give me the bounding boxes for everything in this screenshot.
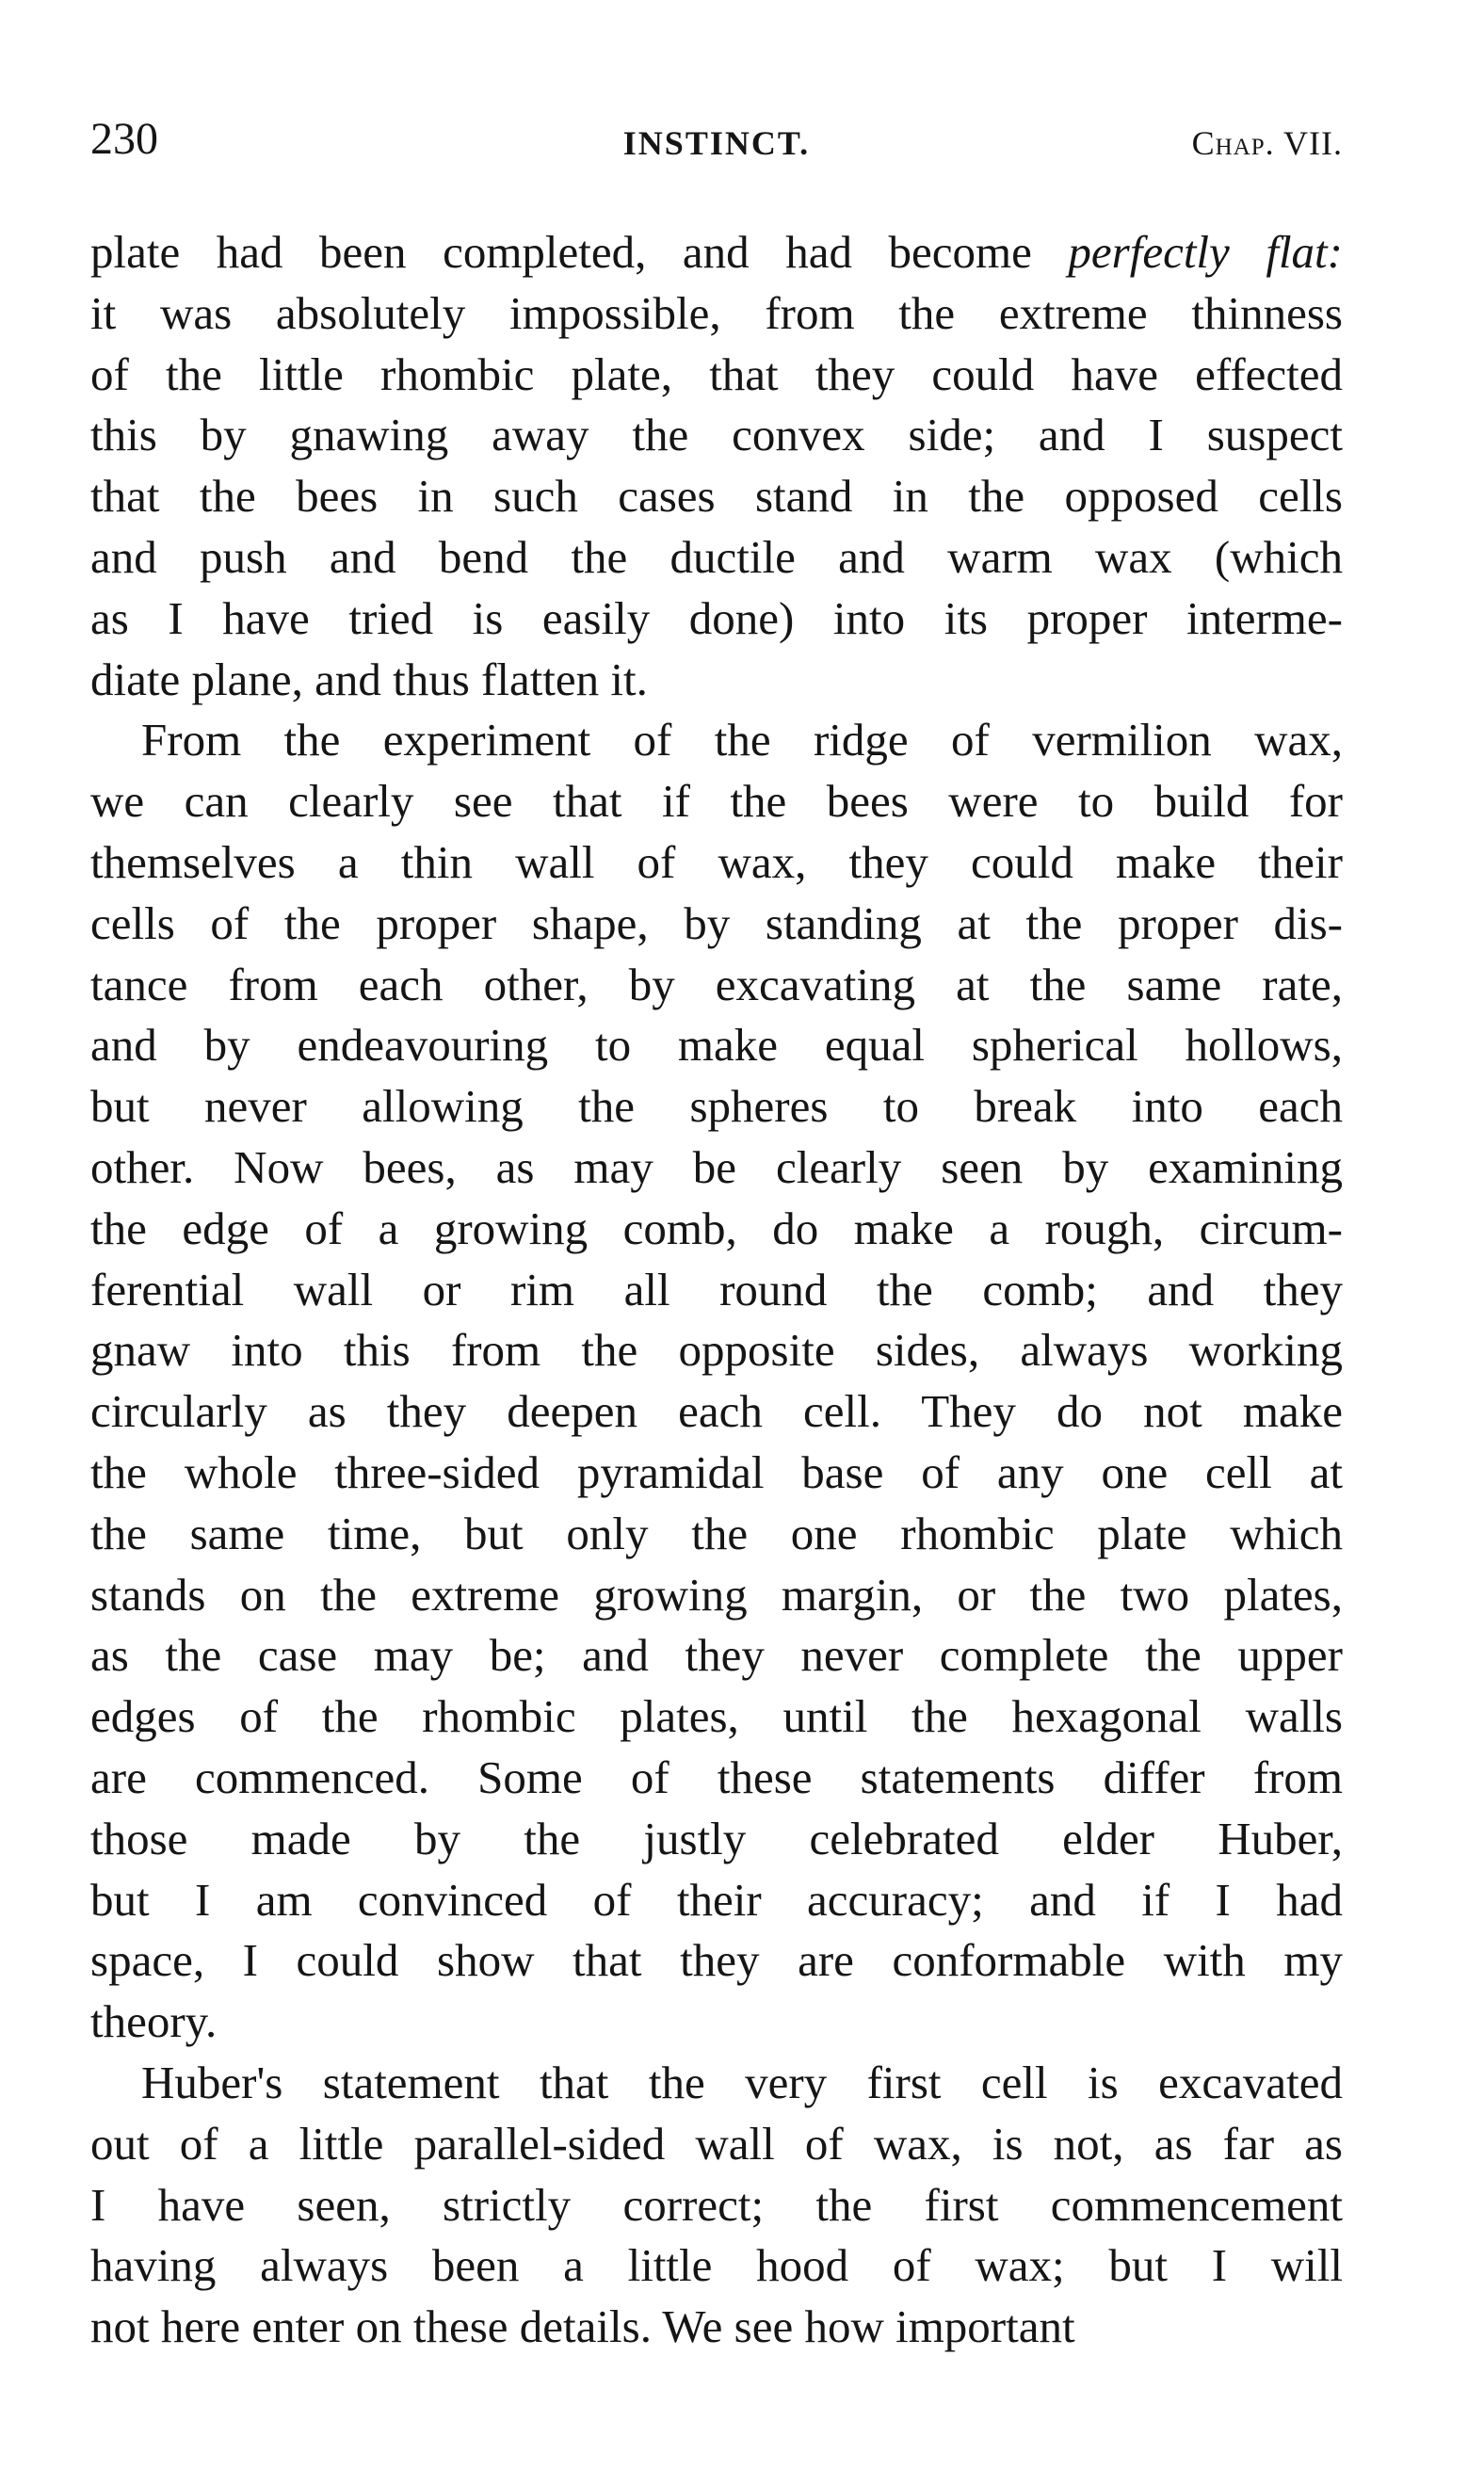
text-line: edges of the rhombic plates, until the hexagonal walls (90, 1690, 1343, 1743)
paragraph (90, 710, 1343, 2053)
text-line: diate plane, and thus flatten it. (90, 653, 648, 705)
text-line: that the bees in such cases stand in the opposed cells (90, 470, 1343, 523)
text-line: but I am convinced of their accuracy; and if I had (90, 1873, 1343, 1926)
italic-text-segment: perfectly flat: (1068, 226, 1343, 278)
text-line: having always been a little hood of wax; but I will (90, 2239, 1343, 2292)
text-line: as I have tried is easily done) into its proper interme- (90, 591, 1343, 644)
text-line: those made by the justly celebrated elder Huber, (90, 1812, 1343, 1864)
text-line: Huber's statement that the very first cell is excavated (141, 2056, 1343, 2108)
text-line: circularly as they deepen each cell. They do not make (90, 1385, 1343, 1438)
text-line: I have seen, strictly correct; the first commencement (90, 2178, 1343, 2231)
paragraph (90, 222, 1343, 710)
text-line: cells of the proper shape, by standing at the proper dis- (90, 896, 1343, 949)
body-text (90, 222, 1343, 2358)
text-line: theory. (90, 1995, 218, 2048)
running-header (90, 111, 1343, 177)
text-line: we can clearly see that if the bees were to build for (90, 775, 1343, 828)
page-number: 230 (90, 114, 158, 164)
text-line (90, 222, 1343, 283)
text-line: the whole three-sided pyramidal base of any one cell at (90, 1445, 1343, 1498)
text-line: it was absolutely impossible, from the extreme thinness (90, 286, 1343, 339)
text-line: and push and bend the ductile and warm wax (which (90, 530, 1343, 583)
chapter-reference: Chap. VII. (1191, 124, 1343, 162)
text-line: stands on the extreme growing margin, or the two plates, (90, 1568, 1343, 1621)
text-line: From the experiment of the ridge of vermilion wax, (141, 714, 1343, 766)
text-line: themselves a thin wall of wax, they could make their (90, 835, 1343, 888)
text-line: are commenced. Some of these statements differ from (90, 1751, 1343, 1803)
text-line: out of a little parallel-sided wall of wax, is not, as far as (90, 2117, 1343, 2170)
text-line: the same time, but only the one rhombic plate which (90, 1507, 1343, 1559)
text-line: but never allowing the spheres to break into each (90, 1080, 1343, 1133)
text-line: the edge of a growing comb, do make a rough, circum- (90, 1202, 1343, 1254)
text-line: as the case may be; and they never complete the upper (90, 1629, 1343, 1682)
text-line: and by endeavouring to make equal spherical hollows, (90, 1019, 1343, 1072)
paragraph (90, 2053, 1343, 2358)
text-line: other. Now bees, as may be clearly seen by examining (90, 1140, 1343, 1193)
text-line: ferential wall or rim all round the comb; and they (90, 1263, 1343, 1315)
text-line: not here enter on these details. We see how important (90, 2300, 1075, 2353)
running-title: INSTINCT. (622, 124, 811, 162)
text-line: space, I could show that they are conformable with my (90, 1934, 1343, 1987)
text-line: of the little rhombic plate, that they could have effected (90, 347, 1343, 400)
text-line: this by gnawing away the convex side; and I suspect (90, 409, 1343, 461)
text-line: tance from each other, by excavating at the same rate, (90, 958, 1343, 1010)
text-segment: plate had been completed, and had become (90, 226, 1069, 278)
text-line: gnaw into this from the opposite sides, always working (90, 1324, 1343, 1377)
